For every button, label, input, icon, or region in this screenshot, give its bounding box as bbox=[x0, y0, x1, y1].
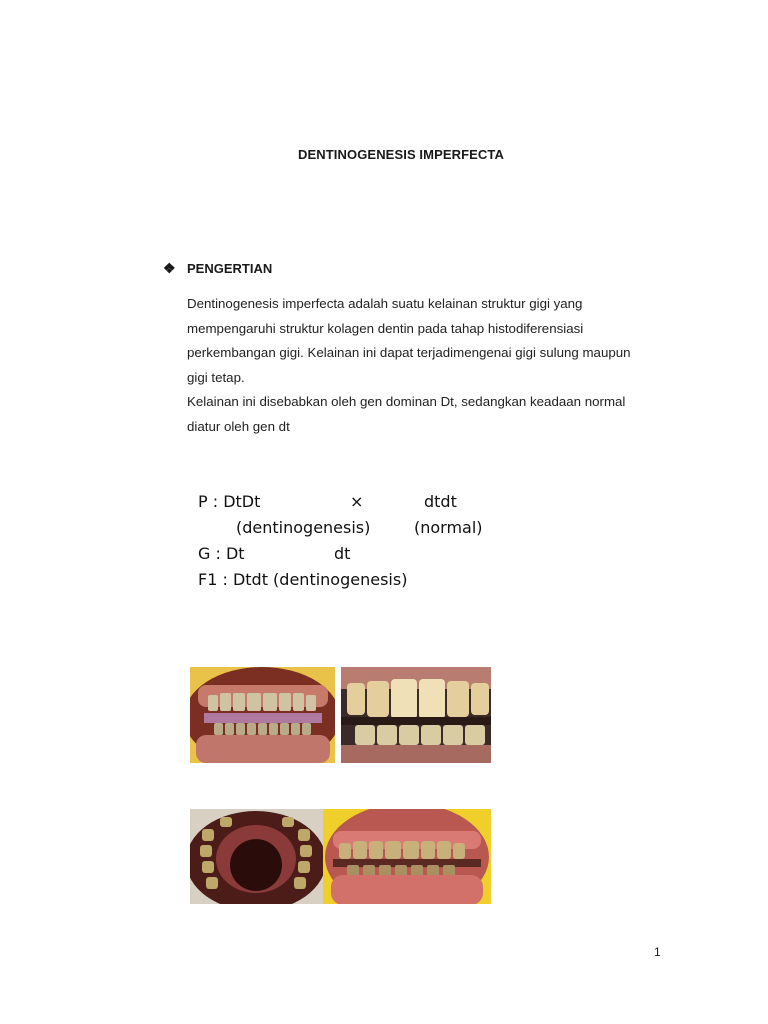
f1-label: F1 : Dtdt (dentinogenesis) bbox=[198, 570, 408, 589]
paragraph-line: perkembangan gigi. Kelainan ini dapat terjadimengenai gigi sulung maupun bbox=[187, 345, 631, 361]
paragraph-line: Dentinogenesis imperfecta adalah suatu kelainan struktur gigi yang bbox=[187, 296, 583, 311]
gamete-right: dt bbox=[334, 544, 351, 563]
section-heading-text: PENGERTIAN bbox=[187, 261, 273, 276]
gamete-label: G : Dt bbox=[198, 544, 245, 563]
section-heading bbox=[163, 260, 272, 277]
teeth-photo-frontal-1 bbox=[190, 667, 335, 763]
parent-left-note: (dentinogenesis) bbox=[236, 518, 371, 537]
diamond-bullet-icon: ❖ bbox=[163, 260, 176, 276]
parent-label: P : DtDt bbox=[198, 492, 261, 511]
paragraph-line: Kelainan ini disebabkan oleh gen dominan Dt, sedangkan keadaan normal bbox=[187, 394, 626, 410]
paragraph-line: mempengaruhi struktur kolagen dentin pada tahap histodiferensiasi bbox=[187, 320, 584, 336]
page-number: 1 bbox=[654, 945, 661, 959]
cross-symbol: × bbox=[350, 492, 364, 511]
paragraph-line: diatur oleh gen dt bbox=[187, 418, 290, 434]
teeth-photo-occlusal bbox=[190, 809, 323, 904]
document-title: DENTINOGENESIS IMPERFECTA bbox=[298, 147, 504, 162]
parent-right: dtdt bbox=[424, 492, 457, 511]
teeth-photo-frontal-3 bbox=[323, 809, 491, 904]
paragraph-line: gigi tetap. bbox=[187, 369, 245, 385]
parent-right-note: (normal) bbox=[414, 518, 483, 537]
teeth-photo-frontal-2 bbox=[341, 667, 491, 763]
definition-paragraph bbox=[187, 292, 667, 440]
